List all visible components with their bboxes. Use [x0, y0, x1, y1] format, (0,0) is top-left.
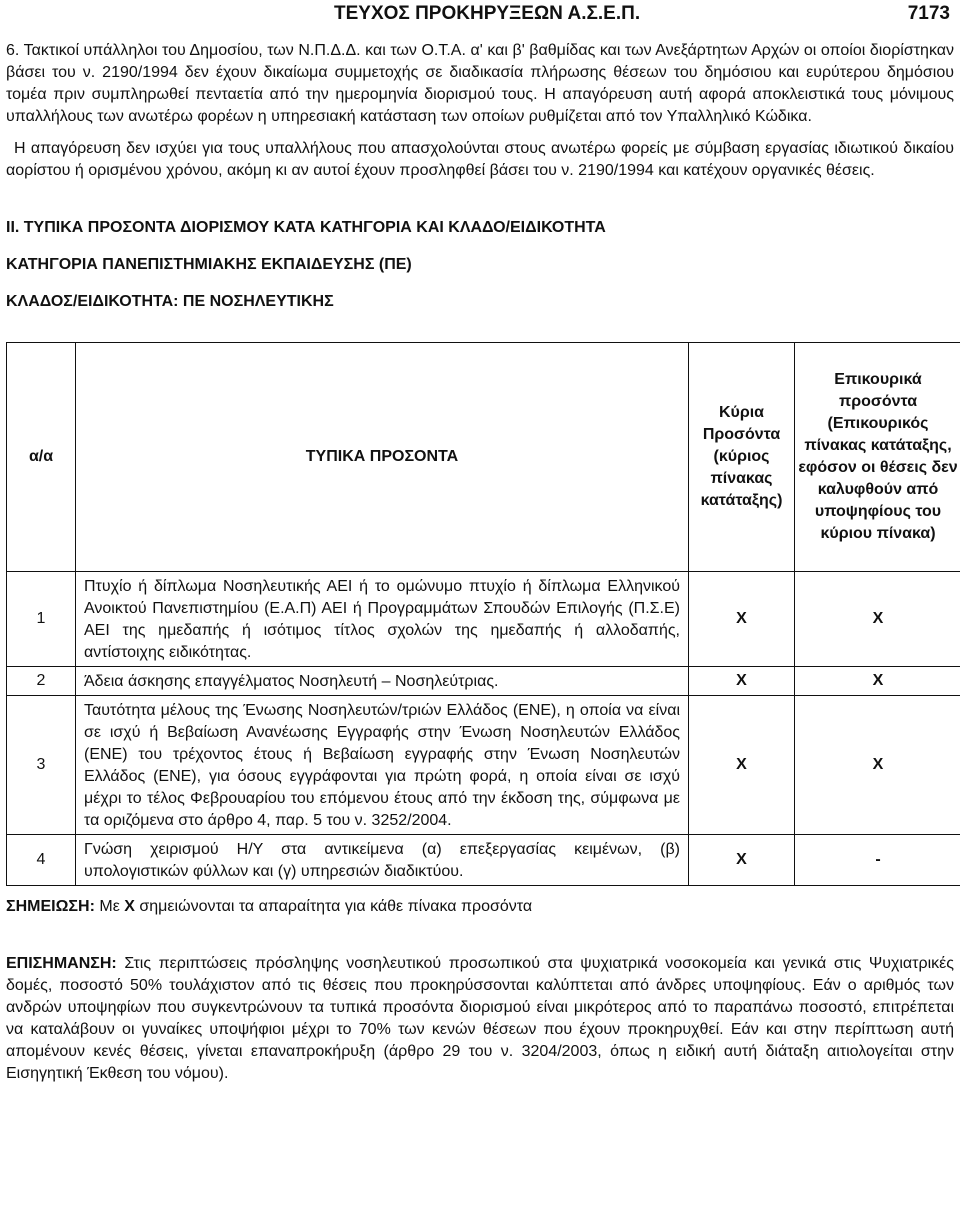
header-typika: ΤΥΠΙΚΑ ΠΡΟΣΟΝΤΑ	[76, 343, 689, 572]
row-kyria-mark: Χ	[689, 572, 795, 667]
episimansi-paragraph	[6, 953, 954, 1085]
page-header	[6, 3, 954, 33]
row-number: 4	[7, 835, 76, 886]
header-aa: α/α	[7, 343, 76, 572]
series-title: ΤΕΥΧΟΣ ΠΡΟΚΗΡΥΞΕΩΝ Α.Σ.Ε.Π.	[334, 3, 641, 24]
table-row	[7, 572, 960, 667]
row-epikourika-mark: Χ	[795, 696, 960, 835]
note-mark: Χ	[124, 898, 135, 915]
specialty-heading: ΚΛΑΔΟΣ/ΕΙΔΙΚΟΤΗΤΑ: ΠΕ ΝΟΣΗΛΕΥΤΙΚΗΣ	[6, 293, 334, 310]
row-text: Πτυχίο ή δίπλωμα Νοσηλευτικής ΑΕΙ ή το ομώνυμο πτυχίο ή δίπλωμα Ελληνικού Ανοικτού Πανεπιστημίου (Ε.Α.Π) ΑΕΙ ή Προγραμμάτων Σπουδών Επιλογής (Π.Σ.Ε) ΑΕΙ της ημεδαπής ή ισότιμος τίτλος σχολών της ημεδαπής ή αλλοδαπής, αντίστοιχης ειδικότητας.	[76, 572, 689, 667]
row-epikourika-mark: -	[795, 835, 960, 886]
section-heading: ΙΙ. ΤΥΠΙΚΑ ΠΡΟΣΟΝΤΑ ΔΙΟΡΙΣΜΟΥ ΚΑΤΑ ΚΑΤΗΓΟΡΙΑ ΚΑΙ ΚΛΑΔΟ/ΕΙΔΙΚΟΤΗΤΑ	[6, 219, 606, 236]
document-page	[6, 0, 958, 1085]
row-text: Άδεια άσκησης επαγγέλματος Νοσηλευτή – Νοσηλεύτριας.	[76, 667, 689, 696]
paragraph-exception: Η απαγόρευση δεν ισχύει για τους υπαλλήλους που απασχολούνται στους ανωτέρω φορείς με σύμβαση εργασίας ιδιωτικού δικαίου αορίστου ή ορισμένου χρόνου, ακόμη κι αν αυτοί έχουν προσληφθεί βάσει του ν. 2190/1994 και κατέχουν οργανικές θέσεις.	[6, 140, 954, 179]
note-label: ΣΗΜΕΙΩΣΗ:	[6, 898, 95, 915]
paragraph-item-6: 6. Τακτικοί υπάλληλοι του Δημοσίου, των Ν.Π.Δ.Δ. και των Ο.Τ.Α. α' και β' βαθμίδας και των Ανεξάρτητων Αρχών οι οποίοι διορίστηκαν βάσει του ν. 2190/1994 δεν έχουν δικαίωμα συμμετοχής σε διαδικασία πλήρωσης θέσεων του δημόσιου και ευρύτερου δημόσιου τομέα πριν συμπληρωθεί πενταετία από την ημερομηνία διορισμού τους. Η απαγόρευση αυτή αφορά αποκλειστικά τους μόνιμους υπαλλήλους των ανωτέρω φορέων η υπηρεσιακή κατάσταση των οποίων ρυθμίζεται από τον Υπαλληλικό Κώδικα.	[6, 42, 954, 125]
row-text: Ταυτότητα μέλους της Ένωσης Νοσηλευτών/τριών Ελλάδος (ΕΝΕ), η οποία να είναι σε ισχύ ή Βεβαίωση Ανανέωσης Εγγραφής στην Ένωση Νοσηλευτών Ελλάδος (ΕΝΕ) του τρέχοντος έτους ή Βεβαίωση εγγραφής στην Ένωση Νοσηλευτών Ελλάδος (ΕΝΕ), για όσους εγγράφονται για πρώτη φορά, η οποία είναι σε ισχύ μέχρι το τέλος Φεβρουαρίου του επόμενου έτους από την έκδοση της, σύμφωνα με τα οριζόμενα στο άρθρο 4, παρ. 5 του ν. 3252/2004.	[76, 696, 689, 835]
table-row	[7, 696, 960, 835]
qualifications-table	[6, 342, 960, 886]
note-post: σημειώνονται τα απαραίτητα για κάθε πίνακα προσόντα	[134, 898, 533, 915]
row-number: 3	[7, 696, 76, 835]
row-epikourika-mark: Χ	[795, 572, 960, 667]
row-epikourika-mark: Χ	[795, 667, 960, 696]
note-line	[6, 896, 954, 918]
page-number: 7173	[907, 3, 950, 24]
row-number: 1	[7, 572, 76, 667]
header-kyria: Κύρια Προσόντα (κύριος πίνακας κατάταξης)	[689, 343, 795, 572]
row-kyria-mark: Χ	[689, 835, 795, 886]
table-row	[7, 667, 960, 696]
row-text: Γνώση χειρισμού Η/Υ στα αντικείμενα (α) επεξεργασίας κειμένων, (β) υπολογιστικών φύλλων και (γ) υπηρεσιών διαδικτύου.	[76, 835, 689, 886]
section-headings	[6, 217, 954, 313]
episimansi-text: Στις περιπτώσεις πρόσληψης νοσηλευτικού προσωπικού στα ψυχιατρικά νοσοκομεία και γενικά στις Ψυχιατρικές δομές, ποσοστό 50% τουλάχιστον από τις θέσεις που προκηρύσσονται καλύπτεται από άνδρες υποψηφίους. Εάν ο αριθμός των ανδρών υποψηφίων που συγκεντρώνουν τα τυπικά προσόντα διορισμού είναι μικρότερος από το παραπάνω ποσοστό, επιτρέπεται να καταλάβουν οι γυναίκες υποψήφιοι μέχρι το 70% των κενών θέσεων που έχουν προκηρυχθεί. Εάν και στην περίπτωση αυτή απομένουν κενές θέσεις, γίνεται επαναπροκήρυξη (άρθρο 29 του ν. 3204/2003, όπως η ειδική αυτή διάταξη αιτιολογείται στην Εισηγητική Έκθεση του νόμου).	[6, 955, 954, 1082]
table-row	[7, 835, 960, 886]
header-epikourika: Επικουρικά προσόντα (Επικουρικός πίνακας κατάταξης, εφόσον οι θέσεις δεν καλυφθούν από υποψηφίους του κύριου πίνακα)	[795, 343, 960, 572]
note-pre: Με	[94, 898, 125, 915]
row-kyria-mark: Χ	[689, 667, 795, 696]
category-heading: ΚΑΤΗΓΟΡΙΑ ΠΑΝΕΠΙΣΤΗΜΙΑΚΗΣ ΕΚΠΑΙΔΕΥΣΗΣ (ΠΕ)	[6, 256, 412, 273]
episimansi-label: ΕΠΙΣΗΜΑΝΣΗ:	[6, 955, 117, 972]
table-header-row	[7, 343, 960, 572]
row-kyria-mark: Χ	[689, 696, 795, 835]
row-number: 2	[7, 667, 76, 696]
